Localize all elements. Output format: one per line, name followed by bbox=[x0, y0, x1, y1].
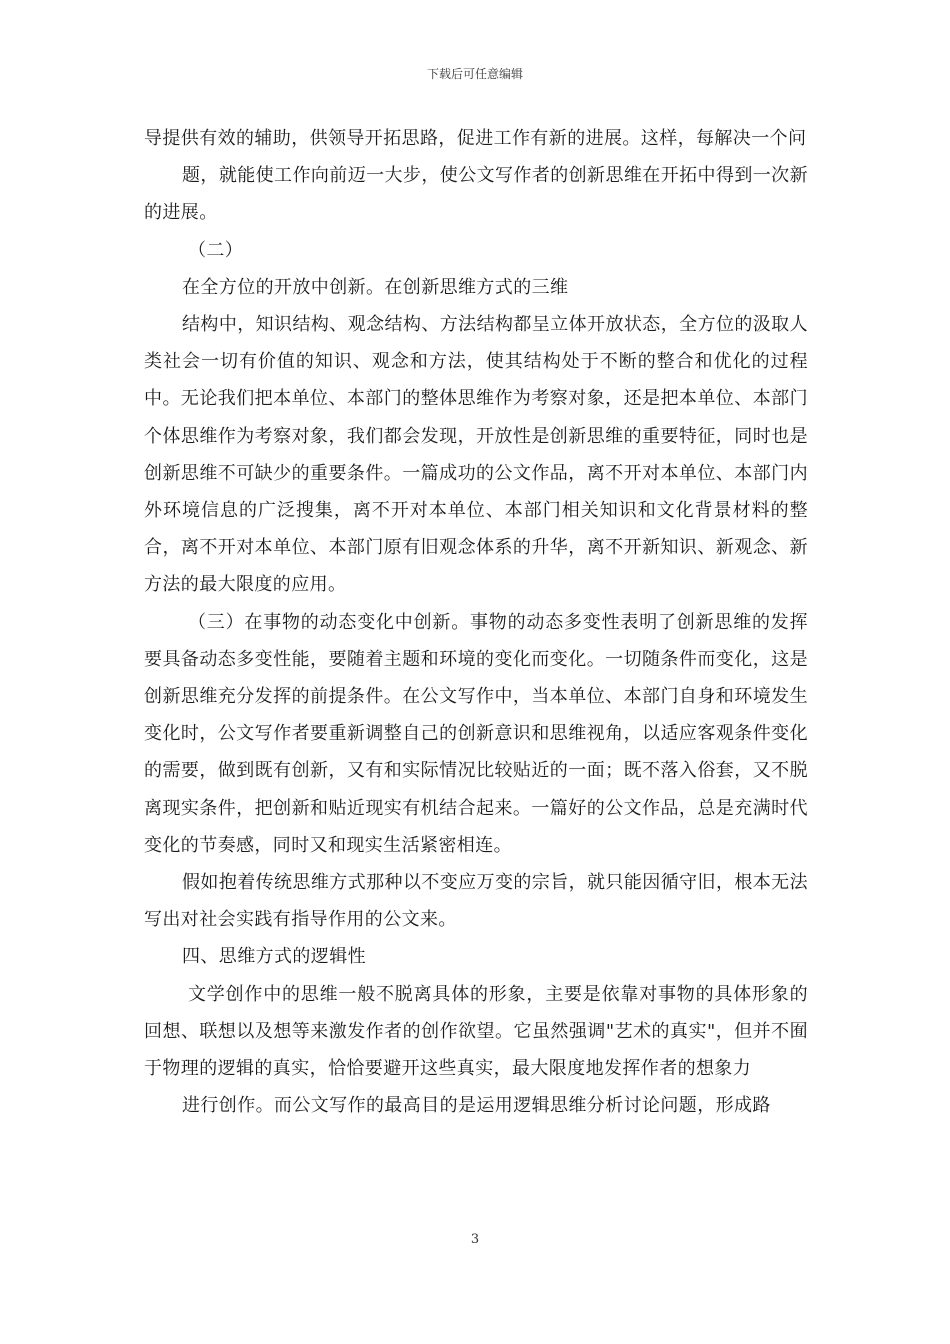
document-body bbox=[144, 120, 808, 1124]
section-heading-4: 四、思维方式的逻辑性 bbox=[182, 946, 366, 968]
paragraph-9: 文学创作中的思维一般不脱离具体的形象，主要是依靠对事物的具体形象的回想、联想以及想等来激发作者的创作欲望。它虽然强调"艺术的真实"，但并不囿于物理的逻辑的真实，恰恰要避开这些真实，最大限度地发挥作者的想象力 bbox=[144, 983, 808, 1080]
paragraph-10: 进行创作。而公文写作的最高目的是运用逻辑思维分析讨论问题，形成路 bbox=[182, 1095, 771, 1117]
page-number: 3 bbox=[470, 1232, 480, 1247]
section-number-2: （二） bbox=[188, 239, 244, 261]
page-header: 下载后可任意编辑 bbox=[426, 67, 523, 81]
paragraph-5: 结构中，知识结构、观念结构、方法结构都呈立体开放状态，全方位的汲取人类社会一切有价值的知识、观念和方法，使其结构处于不断的整合和优化的过程中。无论我们把本单位、本部门的整体思维作为考察对象，还是把本单位、本部门个体思维作为考察对象，我们都会发现，开放性是创新思维的重要特征，同时也是创新思维不可缺少的重要条件。一篇成功的公文作品，离不开对本单位、本部门内外环境信息的广泛搜集，离不开对本单位、本部门相关知识和文化背景材料的整合，离不开对本单位、本部门原有旧观念体系的升华，离不开新知识、新观念、新方法的最大限度的应用。 bbox=[144, 314, 808, 596]
paragraph-2: 题，就能使工作向前迈一大步，使公文写作者的创新思维在开拓中得到一次新的进展。 bbox=[144, 165, 808, 224]
paragraph-6: （三）在事物的动态变化中创新。事物的动态多变性表明了创新思维的发挥要具备动态多变性能，要随着主题和环境的变化而变化。一切随条件而变化，这是创新思维充分发挥的前提条件。在公文写作中，当本单位、本部门自身和环境发生变化时，公文写作者要重新调整自己的创新意识和思维视角，以适应客观条件变化的需要，做到既有创新，又有和实际情况比较贴近的一面；既不落入俗套，又不脱离现实条件，把创新和贴近现实有机结合起来。一篇好的公文作品，总是充满时代变化的节奏感，同时又和现实生活紧密相连。 bbox=[144, 611, 808, 856]
paragraph-1: 导提供有效的辅助，供领导开拓思路，促进工作有新的进展。这样，每解决一个问 bbox=[144, 128, 807, 149]
paragraph-4: 在全方位的开放中创新。在创新思维方式的三维 bbox=[182, 276, 569, 298]
paragraph-7: 假如抱着传统思维方式那种以不变应万变的宗旨，就只能因循守旧，根本无法写出对社会实践有指导作用的公文来。 bbox=[144, 872, 808, 931]
